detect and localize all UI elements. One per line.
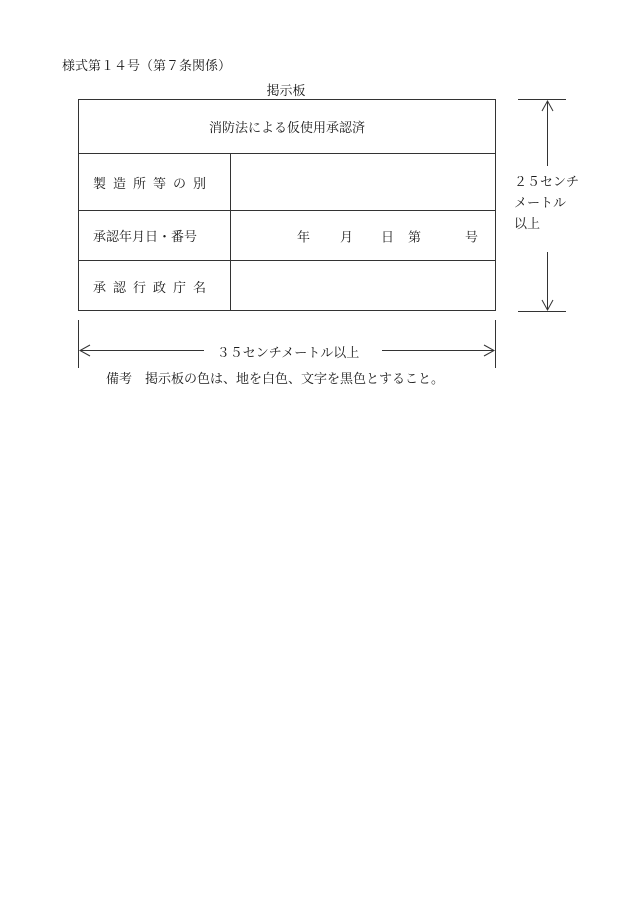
height-note-line-3: 以上	[514, 217, 541, 232]
gou-mark: 号	[465, 230, 479, 245]
remark-note: 備考 掲示板の色は、地を白色、文字を黒色とすること。	[106, 372, 445, 387]
form-number: 様式第１４号（第７条関係）	[62, 59, 232, 74]
facility-type-label: 製造所等の別	[79, 154, 231, 210]
height-note	[514, 172, 594, 235]
height-note-line-2: メートル	[514, 196, 567, 211]
board-header: 消防法による仮使用承認済	[208, 121, 365, 136]
approval-date-label: 承認年月日・番号	[79, 211, 231, 260]
dai-mark: 第	[408, 230, 422, 245]
board-caption-text: 掲示板	[266, 84, 306, 99]
year-mark: 年	[297, 230, 311, 245]
authority-label: 承認行政庁名	[79, 261, 231, 311]
day-mark: 日	[381, 230, 395, 245]
height-note-line-1: ２５センチ	[514, 175, 580, 190]
width-note-text: ３５センチメートル以上	[211, 346, 365, 361]
month-mark: 月	[340, 230, 354, 245]
width-note	[0, 342, 630, 361]
